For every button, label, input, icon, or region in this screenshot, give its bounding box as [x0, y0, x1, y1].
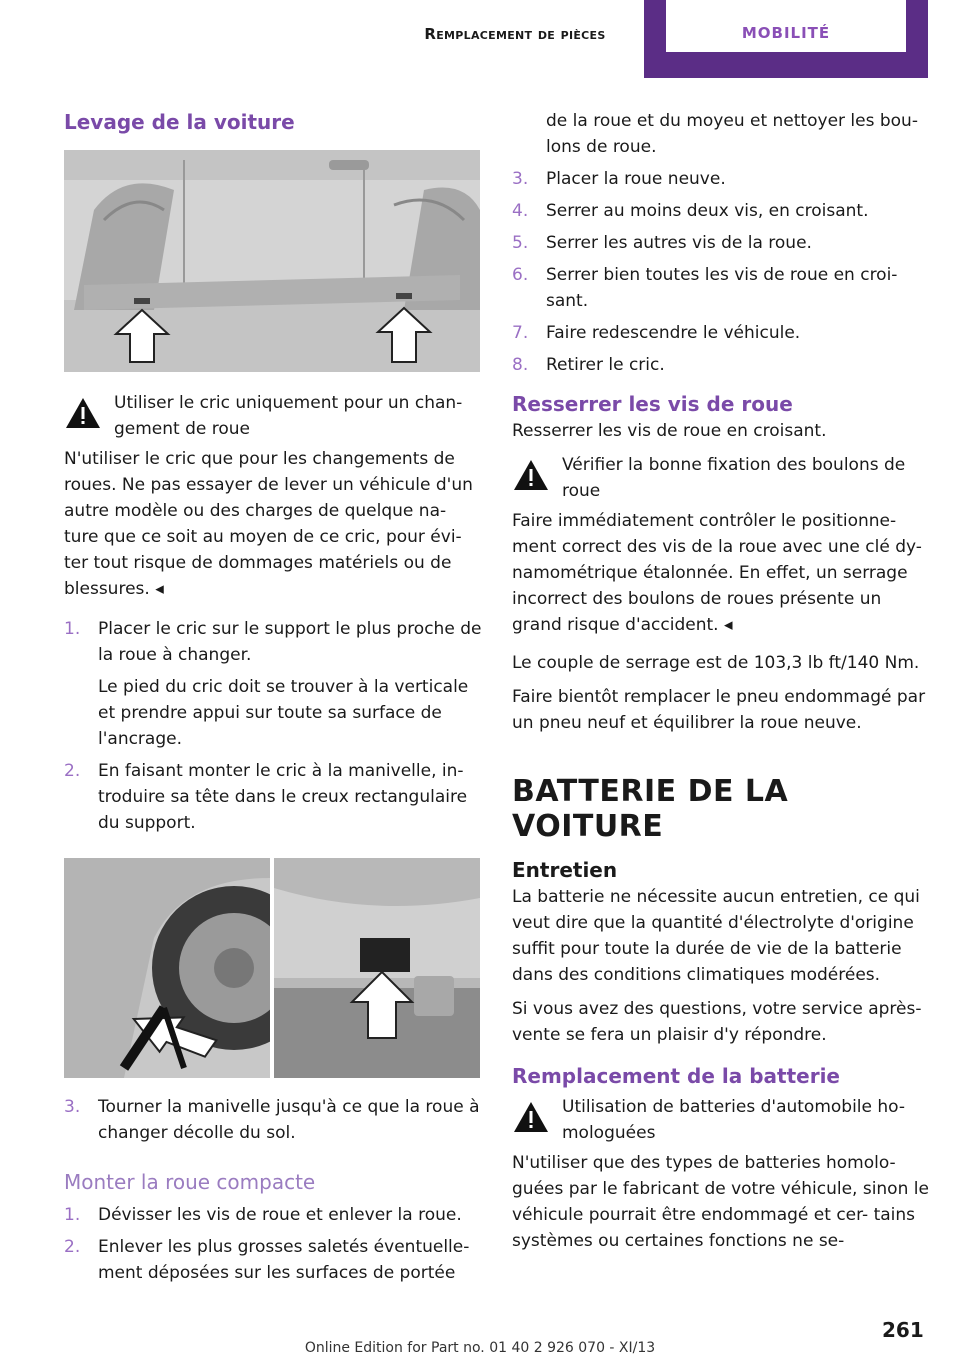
list-item [512, 262, 932, 314]
lifting-steps-cont [64, 1094, 484, 1146]
entretien-heading: Entretien [512, 858, 618, 882]
list-text: En faisant monter le cric à la manivelle, in- troduire sa tête dans le creux rectangulaire du support. [98, 761, 468, 833]
list-number: 1. [64, 619, 81, 639]
list-item [64, 1094, 484, 1146]
warning-jack [64, 390, 484, 442]
battery-heading: BATTERIE DE LA VOITURE [512, 774, 789, 844]
warning-bolts-title: Vérifier la bonne fixation des boulons de roue [562, 455, 906, 501]
resserrer-heading: Resserrer les vis de roue [512, 392, 793, 416]
mount-steps [64, 1202, 484, 1286]
warning-battery [512, 1094, 932, 1146]
warning-jack-body: N'utiliser le cric que pour les changements de roues. Ne pas essayer de lever un véhicule d'un autre modèle ou des charges de quelque na- ture que ce soit au moyen de ce cric, pour évi- ter tout risque de dommages matériels ou de blessures. ◂ [64, 449, 473, 599]
lifting-heading: Levage de la voiture [64, 110, 295, 134]
page-number: 261 [882, 1318, 924, 1342]
warning-triangle-icon [512, 1100, 550, 1134]
footer-edition: Online Edition for Part no. 01 40 2 926 070 - XI/13 [304, 1340, 656, 1356]
warning-battery-body: N'utiliser que des types de batteries homolo- guées par le fabricant de votre véhicule, sinon le véhicule pourrait être endommagé et cer- tains systèmes ou certaines fonctions ne se- [512, 1153, 929, 1251]
warning-triangle-icon [512, 458, 550, 492]
jack-wheel-svg [64, 858, 270, 1078]
list-text: Dévisser les vis de roue et enlever la roue. [98, 1205, 462, 1225]
list-item [512, 320, 932, 346]
list-text: Enlever les plus grosses saletés éventuelle- ment déposées sur les surfaces de portée [98, 1237, 470, 1283]
list-item [512, 230, 932, 256]
warning-bolts-body: Faire immédiatement contrôler le positionne- ment correct des vis de la roue avec une clé dy- namométrique étalonnée. En effet, un serrage incorrect des boulons de roues présente un grand risque d'accident. ◂ [512, 511, 922, 635]
warning-battery-title: Utilisation de batteries d'automobile ho- mologuées [562, 1097, 906, 1143]
list-item [512, 352, 932, 378]
continued-step-text: de la roue et du moyeu et nettoyer les bou- lons de roue. [546, 111, 918, 157]
right-column [512, 108, 932, 1262]
list-number: 8. [512, 355, 529, 375]
list-text: Tourner la manivelle jusqu'à ce que la roue à changer décolle du sol. [98, 1097, 480, 1143]
list-number: 4. [512, 201, 529, 221]
list-text: Retirer le cric. [546, 355, 665, 375]
mount-heading: Monter la roue compacte [64, 1170, 316, 1194]
list-number: 5. [512, 233, 529, 253]
resserrer-text: Resserrer les vis de roue en croisant. [512, 421, 827, 441]
replace-tire-text: Faire bientôt remplacer le pneu endommagé par un pneu neuf et équilibrer la roue neuve. [512, 687, 926, 733]
list-number: 3. [512, 169, 529, 189]
list-number: 3. [64, 1097, 81, 1117]
list-subtext: Le pied du cric doit se trouver à la verticale et prendre appui sur toute sa surface de l'ancrage. [98, 677, 469, 749]
list-number: 2. [64, 761, 81, 781]
warning-jack-title: Utiliser le cric uniquement pour un chan- gement de roue [114, 393, 463, 439]
entretien-text: La batterie ne nécessite aucun entretien, ce qui veut dire que la quantité d'électrolyte d'origine suffit pour toute la durée de vie de la batterie dans des conditions climatiques modérées. [512, 887, 920, 985]
left-column [64, 100, 484, 1294]
car-side-illustration [64, 150, 480, 372]
warning-bolts [512, 452, 932, 504]
header-tab [644, 0, 928, 78]
header-section-label: Remplacement de pièces [424, 25, 606, 43]
torque-text: Le couple de serrage est de 103,3 lb ft/140 Nm. [512, 653, 920, 673]
list-text: Placer le cric sur le support le plus proche de la roue à changer. [98, 619, 482, 665]
list-number: 1. [64, 1205, 81, 1225]
jack-support-illustration [274, 858, 480, 1078]
jack-wheel-illustration [64, 858, 270, 1078]
header-tab-label: MOBILITÉ [741, 24, 831, 42]
list-item [512, 198, 932, 224]
list-text: Serrer au moins deux vis, en croisant. [546, 201, 869, 221]
list-item [512, 166, 932, 192]
list-text: Serrer bien toutes les vis de roue en croi- sant. [546, 265, 898, 311]
warning-triangle-icon [64, 396, 102, 430]
list-number: 6. [512, 265, 529, 285]
list-item [64, 616, 484, 752]
list-number: 7. [512, 323, 529, 343]
header-tab-inner [666, 0, 906, 52]
service-text: Si vous avez des questions, votre service après- vente se fera un plaisir d'y répondre. [512, 999, 922, 1045]
jack-support-svg [274, 858, 480, 1078]
list-text: Placer la roue neuve. [546, 169, 726, 189]
jack-illustrations [64, 858, 480, 1078]
list-item [64, 1202, 484, 1228]
header-section [390, 0, 640, 72]
mount-steps-cont [512, 166, 932, 378]
list-item [64, 1234, 484, 1286]
car-side-svg [64, 150, 480, 372]
replacement-heading: Remplacement de la batterie [512, 1064, 840, 1088]
list-text: Faire redescendre le véhicule. [546, 323, 801, 343]
list-text: Serrer les autres vis de la roue. [546, 233, 812, 253]
lifting-steps [64, 616, 484, 836]
list-item [64, 758, 484, 836]
list-number: 2. [64, 1237, 81, 1257]
